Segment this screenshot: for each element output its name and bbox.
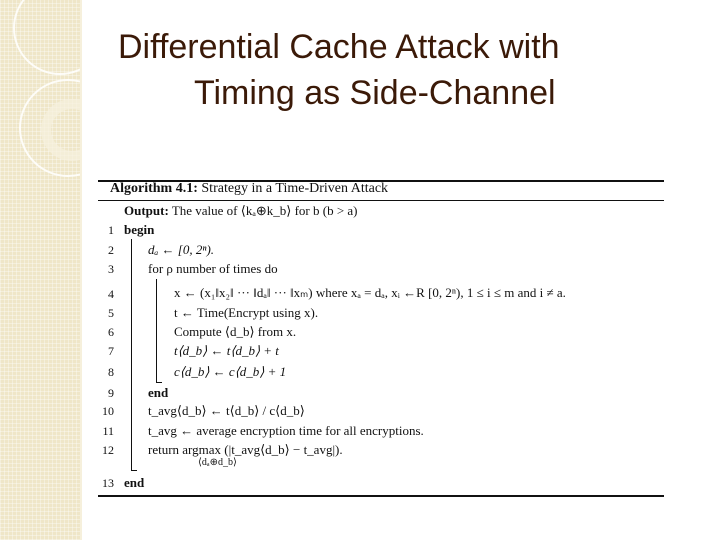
algo-line-2: dₐ ← [0, 2ⁿ).	[148, 242, 215, 257]
line-number: 8	[108, 365, 114, 379]
algo-line-11: t_avg ← average encryption time for all encryptions.	[148, 423, 424, 438]
algo-line-8: c⟨d_b⟩ ← c⟨d_b⟩ + 1	[174, 364, 287, 379]
algo-line-13: end	[124, 475, 145, 490]
line-number: 3	[108, 262, 114, 276]
algo-line-12-subscript: ⟨dₐ⊕d_b⟩	[198, 457, 237, 468]
algorithm-caption	[110, 181, 388, 197]
algo-line-6: Compute ⟨d_b⟩ from x.	[174, 324, 297, 339]
line-number: 4	[108, 287, 114, 301]
line-number: 13	[102, 476, 114, 490]
algo-line-5: t ← Time(Encrypt using x).	[174, 305, 319, 320]
line-number: 11	[102, 424, 114, 438]
algo-line-1: begin	[124, 222, 155, 237]
line-number: 7	[108, 344, 114, 358]
algo-line-4: x ← (x₁‖x₂‖ ··· ‖dₐ‖ ··· ‖xₘ) where xₐ = dₐ, xᵢ ←R [0, 2ⁿ), 1 ≤ i ≤ m and i ≠ a.	[174, 285, 566, 300]
begin-block-foot	[131, 470, 137, 471]
algorithm-caption-text: Strategy in a Time-Driven Attack	[201, 181, 389, 196]
line-number: 9	[108, 386, 114, 400]
line-number: 6	[108, 325, 114, 339]
decorative-circles	[0, 0, 80, 540]
algorithm-bottom-rule	[98, 495, 664, 497]
algo-line-10: t_avg⟨d_b⟩ ← t⟨d_b⟩ / c⟨d_b⟩	[148, 403, 305, 418]
slide-title	[118, 24, 698, 116]
algo-line-12: return argmax (|t_avg⟨d_b⟩ − t_avg|).	[148, 442, 343, 457]
algorithm-output	[124, 203, 358, 219]
algorithm-figure	[98, 175, 664, 498]
for-block-foot	[156, 382, 162, 383]
output-label: Output:	[124, 203, 169, 218]
line-number: 10	[102, 404, 114, 418]
line-number: 5	[108, 306, 114, 320]
strip-edge	[80, 0, 82, 540]
algo-line-3: for ρ number of times do	[148, 261, 278, 276]
slide-title-line2: Timing as Side-Channel	[194, 74, 556, 112]
output-text: The value of ⟨kₐ⊕k_b⟩ for b (b > a)	[171, 203, 358, 218]
line-number: 1	[108, 223, 114, 237]
begin-block-bar	[131, 239, 132, 471]
line-number: 12	[102, 443, 114, 457]
algorithm-caption-label: Algorithm 4.1:	[110, 181, 198, 196]
slide-title-line1: Differential Cache Attack with	[118, 28, 560, 66]
algorithm-mid-rule	[98, 200, 664, 201]
line-number: 2	[108, 243, 114, 257]
decorative-side-strip	[0, 0, 80, 540]
for-block-bar	[156, 279, 157, 383]
algo-line-9: end	[148, 385, 169, 400]
algo-line-7: t⟨d_b⟩ ← t⟨d_b⟩ + t	[174, 343, 279, 358]
